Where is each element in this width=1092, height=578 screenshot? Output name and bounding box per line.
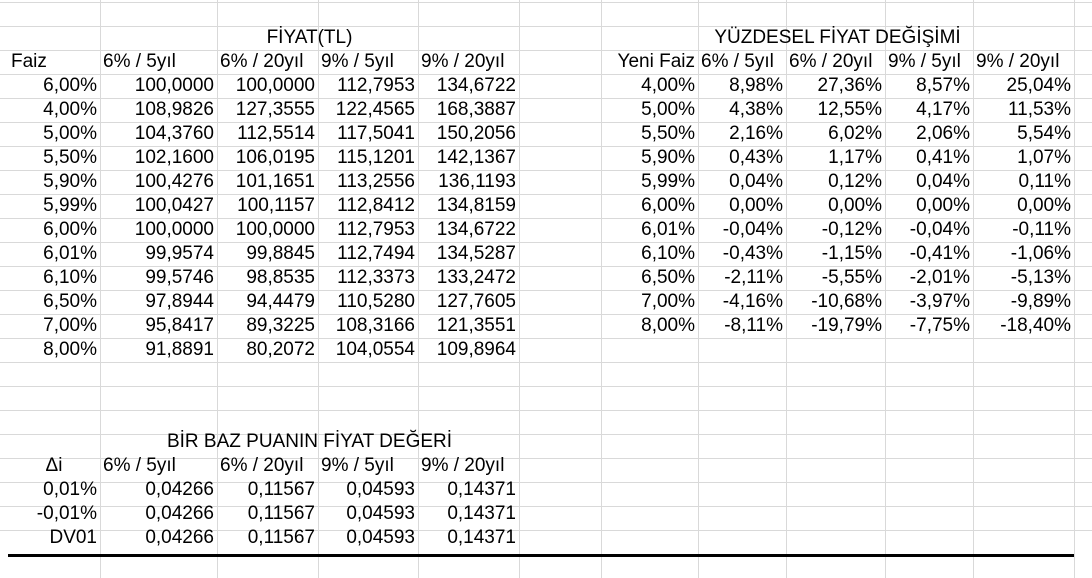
row-label-cell: 4,00% (641, 75, 695, 96)
price-header-faiz: Faiz (11, 51, 47, 72)
row-label-cell: 6,10% (43, 267, 97, 288)
value-cell: 100,0000 (235, 75, 315, 96)
row-label-cell: 4,00% (43, 99, 97, 120)
value-cell: 5,54% (1017, 123, 1071, 144)
row-label-cell: 6,00% (641, 195, 695, 216)
value-cell: 142,1367 (436, 147, 516, 168)
row-label-cell: 6,00% (43, 75, 97, 96)
row-label-cell: 8,00% (641, 315, 695, 336)
price-header-col: 6% / 20yıl (220, 51, 304, 72)
value-cell: 100,0427 (134, 195, 214, 216)
value-cell: 113,2556 (337, 171, 415, 192)
value-cell: 112,5514 (237, 123, 315, 144)
value-cell: -10,68% (811, 291, 882, 312)
percent-section-title: YÜZDESEL FİYAT DEĞİŞİMİ (714, 27, 961, 48)
value-cell: 117,5041 (337, 123, 415, 144)
value-cell: -0,04% (722, 219, 783, 240)
value-cell: 134,8159 (436, 195, 516, 216)
value-cell: 112,3373 (337, 267, 415, 288)
grid-line (0, 362, 1092, 363)
bp-header-col: 6% / 5yıl (103, 455, 176, 476)
value-cell: 101,1651 (235, 171, 315, 192)
value-cell: 115,1201 (337, 147, 415, 168)
value-cell: -1,06% (1010, 243, 1071, 264)
grid-line (0, 2, 1092, 3)
value-cell: 0,11567 (247, 479, 315, 500)
row-label-cell: 5,90% (43, 171, 97, 192)
value-cell: 0,04266 (145, 527, 214, 548)
value-cell: 94,4479 (246, 291, 315, 312)
value-cell: 0,14371 (447, 527, 516, 548)
row-label-cell: 5,00% (641, 99, 695, 120)
price-header-col: 9% / 20yıl (421, 51, 505, 72)
bp-header-col: 9% / 5yıl (321, 455, 394, 476)
value-cell: 99,8845 (246, 243, 315, 264)
value-cell: 127,3555 (235, 99, 315, 120)
value-cell: 0,04593 (346, 479, 415, 500)
value-cell: 0,00% (729, 195, 783, 216)
value-cell: 134,5287 (436, 243, 516, 264)
value-cell: 0,12% (828, 171, 882, 192)
value-cell: 0,04266 (145, 503, 214, 524)
value-cell: 0,00% (1017, 195, 1071, 216)
value-cell: -19,79% (811, 315, 882, 336)
value-cell: 89,3225 (246, 315, 315, 336)
row-label-cell: 6,01% (43, 243, 97, 264)
value-cell: 112,7953 (337, 219, 415, 240)
value-cell: 0,14371 (447, 479, 516, 500)
row-label-cell: 8,00% (43, 339, 97, 360)
value-cell: -2,11% (724, 267, 783, 288)
value-cell: 108,9826 (134, 99, 214, 120)
value-cell: -8,11% (724, 315, 783, 336)
value-cell: 100,1157 (237, 195, 315, 216)
value-cell: -0,43% (722, 243, 783, 264)
row-label-cell: DV01 (49, 527, 97, 548)
row-label-cell: 5,00% (43, 123, 97, 144)
value-cell: 0,04593 (346, 503, 415, 524)
value-cell: 110,5280 (337, 291, 415, 312)
value-cell: 0,14371 (447, 503, 516, 524)
value-cell: 0,04% (916, 171, 970, 192)
percent-header-yeni-faiz: Yeni Faiz (617, 51, 695, 72)
value-cell: 0,43% (729, 147, 783, 168)
value-cell: 0,41% (916, 147, 970, 168)
row-label-cell: 6,01% (641, 219, 695, 240)
value-cell: 25,04% (1006, 75, 1071, 96)
value-cell: 104,0554 (335, 339, 415, 360)
grid-line (519, 0, 520, 578)
value-cell: -0,41% (909, 243, 970, 264)
value-cell: 100,0000 (134, 75, 214, 96)
grid-line (1074, 0, 1075, 578)
value-cell: 12,55% (817, 99, 882, 120)
value-cell: 2,06% (916, 123, 970, 144)
value-cell: 112,8412 (337, 195, 415, 216)
value-cell: 0,11% (1018, 171, 1071, 192)
price-section-title: FİYAT(TL) (266, 27, 353, 48)
price-header-col: 9% / 5yıl (321, 51, 394, 72)
value-cell: 98,8535 (246, 267, 315, 288)
value-cell: 1,17% (828, 147, 882, 168)
value-cell: 4,17% (916, 99, 970, 120)
value-cell: 100,0000 (134, 219, 214, 240)
value-cell: -9,89% (1010, 291, 1071, 312)
value-cell: 4,38% (729, 99, 783, 120)
value-cell: 0,04593 (346, 527, 415, 548)
value-cell: 99,5746 (145, 267, 214, 288)
value-cell: 0,04% (729, 171, 783, 192)
grid-line (0, 386, 1092, 387)
bp-section-title: BİR BAZ PUANIN FİYAT DEĞERİ (166, 431, 453, 452)
value-cell: -5,55% (821, 267, 882, 288)
value-cell: 2,16% (729, 123, 783, 144)
row-label-cell: 6,50% (641, 267, 695, 288)
percent-header-col: 6% / 20yıl (789, 51, 873, 72)
percent-header-col: 9% / 20yıl (976, 51, 1060, 72)
value-cell: 136,1193 (438, 171, 516, 192)
value-cell: 6,02% (828, 123, 882, 144)
value-cell: 1,07% (1017, 147, 1071, 168)
value-cell: 150,2056 (436, 123, 516, 144)
grid-line (0, 410, 1092, 411)
value-cell: -4,16% (722, 291, 783, 312)
value-cell: 134,6722 (436, 75, 516, 96)
value-cell: 11,53% (1007, 99, 1071, 120)
price-header-col: 6% / 5yıl (103, 51, 176, 72)
value-cell: 99,9574 (145, 243, 214, 264)
value-cell: -5,13% (1010, 267, 1071, 288)
value-cell: 121,3551 (436, 315, 516, 336)
value-cell: 133,2472 (436, 267, 516, 288)
value-cell: 95,8417 (145, 315, 214, 336)
table-bottom-border (8, 554, 1074, 557)
percent-header-col: 6% / 5yıl (701, 51, 774, 72)
value-cell: 8,98% (729, 75, 783, 96)
row-label-cell: 5,90% (641, 147, 695, 168)
row-label-cell: -0,01% (36, 503, 97, 524)
row-label-cell: 0,01% (43, 479, 97, 500)
row-label-cell: 5,50% (641, 123, 695, 144)
value-cell: 0,11567 (247, 527, 315, 548)
row-label-cell: 6,10% (641, 243, 695, 264)
value-cell: 0,00% (828, 195, 882, 216)
row-label-cell: 6,50% (43, 291, 97, 312)
value-cell: 104,3760 (134, 123, 214, 144)
value-cell: -0,04% (909, 219, 970, 240)
value-cell: 112,7953 (337, 75, 415, 96)
value-cell: 0,00% (916, 195, 970, 216)
value-cell: 112,7494 (337, 243, 415, 264)
value-cell: 168,3887 (436, 99, 516, 120)
bp-header-col: 6% / 20yıl (220, 455, 304, 476)
row-label-cell: 5,50% (43, 147, 97, 168)
value-cell: -3,97% (909, 291, 970, 312)
value-cell: 100,0000 (235, 219, 315, 240)
row-label-cell: 6,00% (43, 219, 97, 240)
value-cell: -2,01% (909, 267, 970, 288)
value-cell: 127,7605 (436, 291, 516, 312)
value-cell: 91,8891 (145, 339, 214, 360)
value-cell: 122,4565 (335, 99, 415, 120)
row-label-cell: 7,00% (43, 315, 97, 336)
value-cell: 80,2072 (246, 339, 315, 360)
value-cell: 106,0195 (235, 147, 315, 168)
row-label-cell: 7,00% (641, 291, 695, 312)
value-cell: -0,12% (821, 219, 882, 240)
value-cell: 27,36% (817, 75, 882, 96)
row-label-cell: 5,99% (43, 195, 97, 216)
bp-header-col: 9% / 20yıl (421, 455, 505, 476)
value-cell: 8,57% (916, 75, 970, 96)
value-cell: -7,75% (909, 315, 970, 336)
value-cell: 102,1600 (134, 147, 214, 168)
value-cell: 100,4276 (134, 171, 214, 192)
value-cell: 0,04266 (145, 479, 214, 500)
value-cell: 108,3166 (335, 315, 415, 336)
value-cell: -0,11% (1012, 219, 1071, 240)
value-cell: 109,8964 (436, 339, 516, 360)
value-cell: 97,8944 (145, 291, 214, 312)
bp-header-delta: Δi (45, 455, 63, 476)
value-cell: 134,6722 (436, 219, 516, 240)
row-label-cell: 5,99% (641, 171, 695, 192)
value-cell: -1,15% (821, 243, 882, 264)
value-cell: 0,11567 (247, 503, 315, 524)
value-cell: -18,40% (1000, 315, 1071, 336)
percent-header-col: 9% / 5yıl (888, 51, 961, 72)
